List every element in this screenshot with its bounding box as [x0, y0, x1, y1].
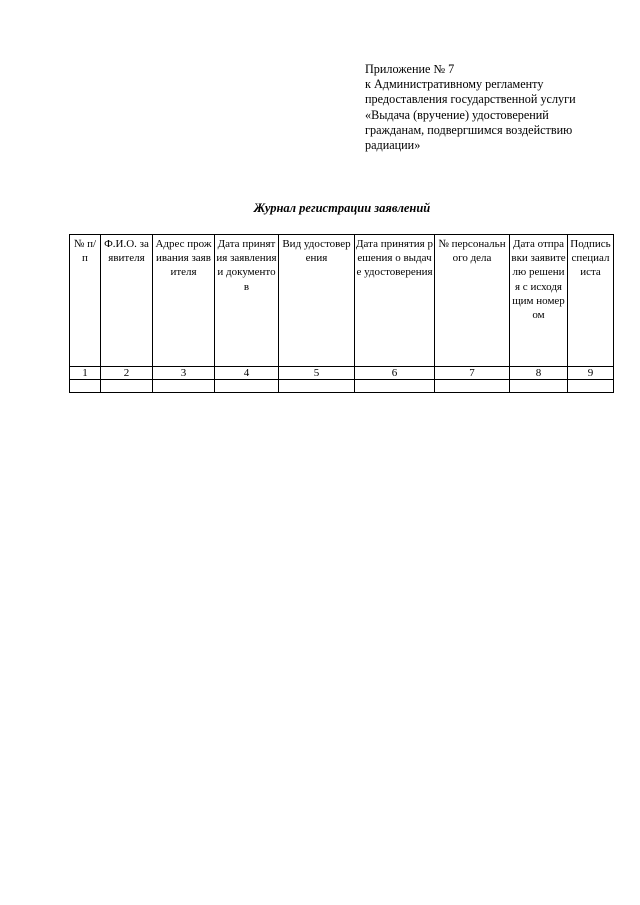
- column-header: Дата принятия решения о выдаче удостоверения: [355, 235, 435, 367]
- table-cell: [215, 380, 279, 393]
- appendix-line: Приложение № 7: [365, 62, 455, 76]
- column-header: Дата принятия заявления и документов: [215, 235, 279, 367]
- column-header: № п/п: [70, 235, 101, 367]
- table-cell: [355, 380, 435, 393]
- table-cell: [568, 380, 614, 393]
- table-row: [70, 380, 614, 393]
- table-cell: [510, 380, 568, 393]
- table-cell: [70, 380, 101, 393]
- column-number: 3: [153, 367, 215, 380]
- column-header: Ф.И.О. заявителя: [101, 235, 153, 367]
- column-number: 6: [355, 367, 435, 380]
- column-header: Подпись специалиста: [568, 235, 614, 367]
- journal-title: Журнал регистрации заявлений: [253, 201, 431, 215]
- appendix-line: радиации»: [365, 138, 421, 153]
- registration-table: [69, 234, 614, 393]
- column-number-row: [70, 367, 614, 380]
- table-cell: [279, 380, 355, 393]
- appendix-line: гражданам, подвергшимся воздействию: [365, 122, 573, 137]
- column-header: Адрес проживания заявителя: [153, 235, 215, 367]
- column-header: № персонального дела: [435, 235, 510, 367]
- appendix-line: «Выдача (вручение) удостоверений: [365, 107, 549, 122]
- appendix-header: [365, 62, 615, 153]
- column-number: 4: [215, 367, 279, 380]
- table-cell: [435, 380, 510, 393]
- column-number: 9: [568, 367, 614, 380]
- column-number: 5: [279, 367, 355, 380]
- appendix-line: к Административному регламенту: [365, 77, 544, 92]
- column-header: Дата отправки заявителю решения с исходящим номером: [510, 235, 568, 367]
- table-header-row: [70, 235, 614, 367]
- column-number: 8: [510, 367, 568, 380]
- column-number: 2: [101, 367, 153, 380]
- column-number: 1: [70, 367, 101, 380]
- column-header: Вид удостоверения: [279, 235, 355, 367]
- table-cell: [101, 380, 153, 393]
- appendix-line: предоставления государственной услуги: [365, 92, 576, 107]
- column-number: 7: [435, 367, 510, 380]
- table-cell: [153, 380, 215, 393]
